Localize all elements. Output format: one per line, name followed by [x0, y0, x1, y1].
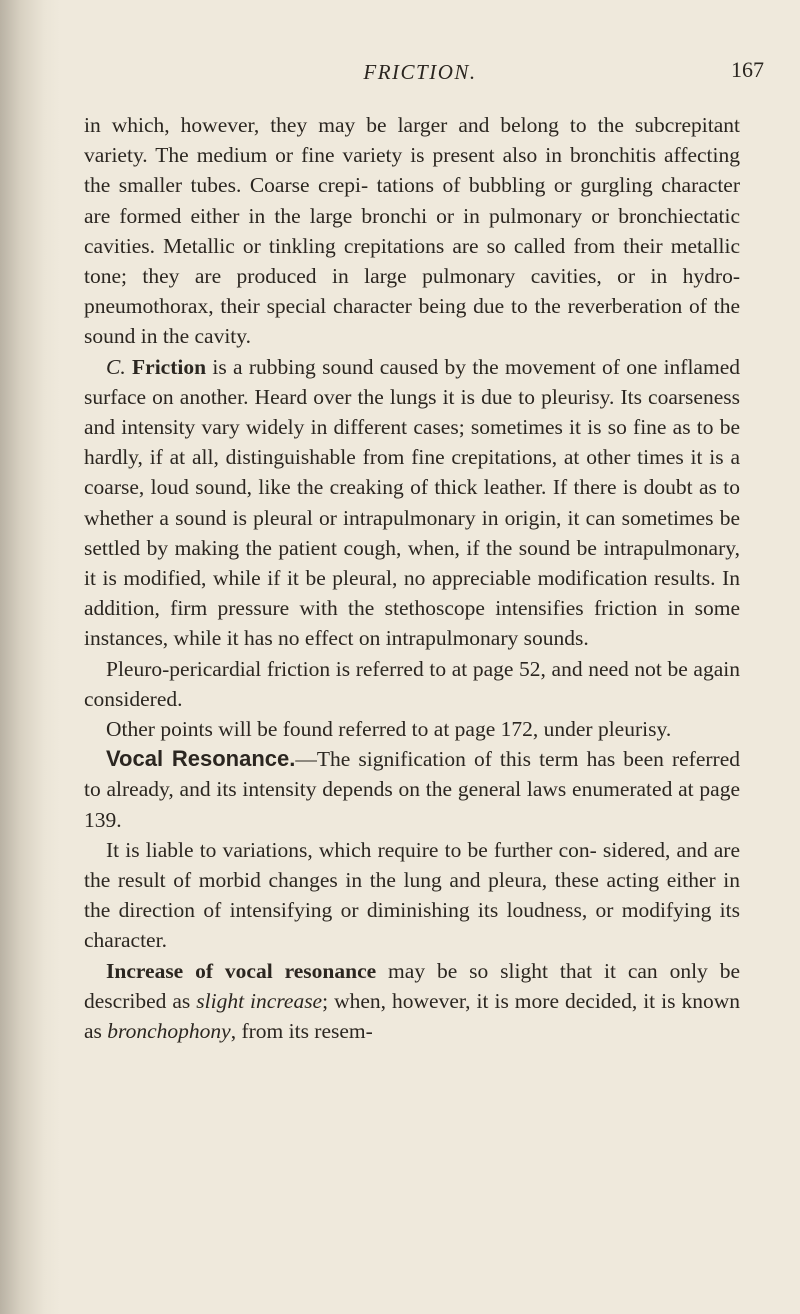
friction-text: is a rubbing sound caused by the movement of one inflamed surface on another. Heard over the lungs it is due to pleurisy. Its coarseness and intensity vary widely in different cases; sometimes it is so fine as to be hardly, if at all, distinguishable from fine crepitations, at other times it is a coarse, loud sound, like the creaking of thick leather. If there is doubt as to whether a sound is pleural or intrapulmonary in origin, it can sometimes be settled by making the patient cough, when, if the sound be intrapulmonary, it is modified, while if it be pleural, no appreciable modification results. In addition, firm pressure with the stethoscope intensifies friction in some instances, while it has no effect on intrapulmonary sounds. [84, 354, 740, 651]
section-letter: C. [106, 354, 126, 379]
body-text [84, 110, 740, 1046]
italic-bronchophony: bronchophony [107, 1019, 231, 1044]
running-title: FRICTION. [363, 60, 477, 84]
paragraph-increase [84, 956, 740, 1047]
italic-slight-increase: slight increase [196, 988, 323, 1013]
paragraph-other-points: Other points will be found referred to at page 172, under pleurisy. [106, 717, 672, 742]
paragraph-pleuro-pericardial: Pleuro-pericardial friction is referred to at page 52, and need not be again considered. [84, 656, 740, 711]
vocal-resonance-text: —The signification of this term has been referred to already, and its intensity depends on the general laws enumerated at page 139. [84, 747, 740, 832]
term-increase-vocal-resonance: Increase of vocal resonance [106, 958, 377, 983]
paragraph-friction [84, 352, 740, 654]
increase-text-c: , from its resem- [230, 1019, 373, 1044]
paragraph-vocal-resonance [84, 744, 740, 835]
increase-text-b: ; when, however, it is more decided, it is known as [84, 988, 740, 1044]
paragraph-variations: It is liable to variations, which require to be further con- sidered, and are the result of morbid changes in the lung and pleura, these acting either in the direction of intensifying or diminishing its loudness, or modifying its character. [84, 837, 740, 953]
paragraph-crepitations: in which, however, they may be larger and belong to the subcrepitant variety. The medium or fine variety is present also in bronchitis affecting the smaller tubes. Coarse crepi- tations of bubbling or gurgling character are formed either in the large bronchi or in pulmonary or bronchiectatic cavities. Metallic or tinkling crepitations are so called from their metallic tone; they are produced in large pulmonary cavities, or in hydro-pneumothorax, their special character being due to the reverberation of the sound in the cavity. [84, 113, 740, 349]
page-number: 167 [731, 57, 764, 82]
increase-text-a: may be so slight that it can only be described as [84, 958, 740, 1013]
running-head [70, 52, 770, 86]
term-friction: Friction [132, 354, 207, 379]
heading-vocal-resonance: Vocal Resonance. [106, 746, 296, 772]
